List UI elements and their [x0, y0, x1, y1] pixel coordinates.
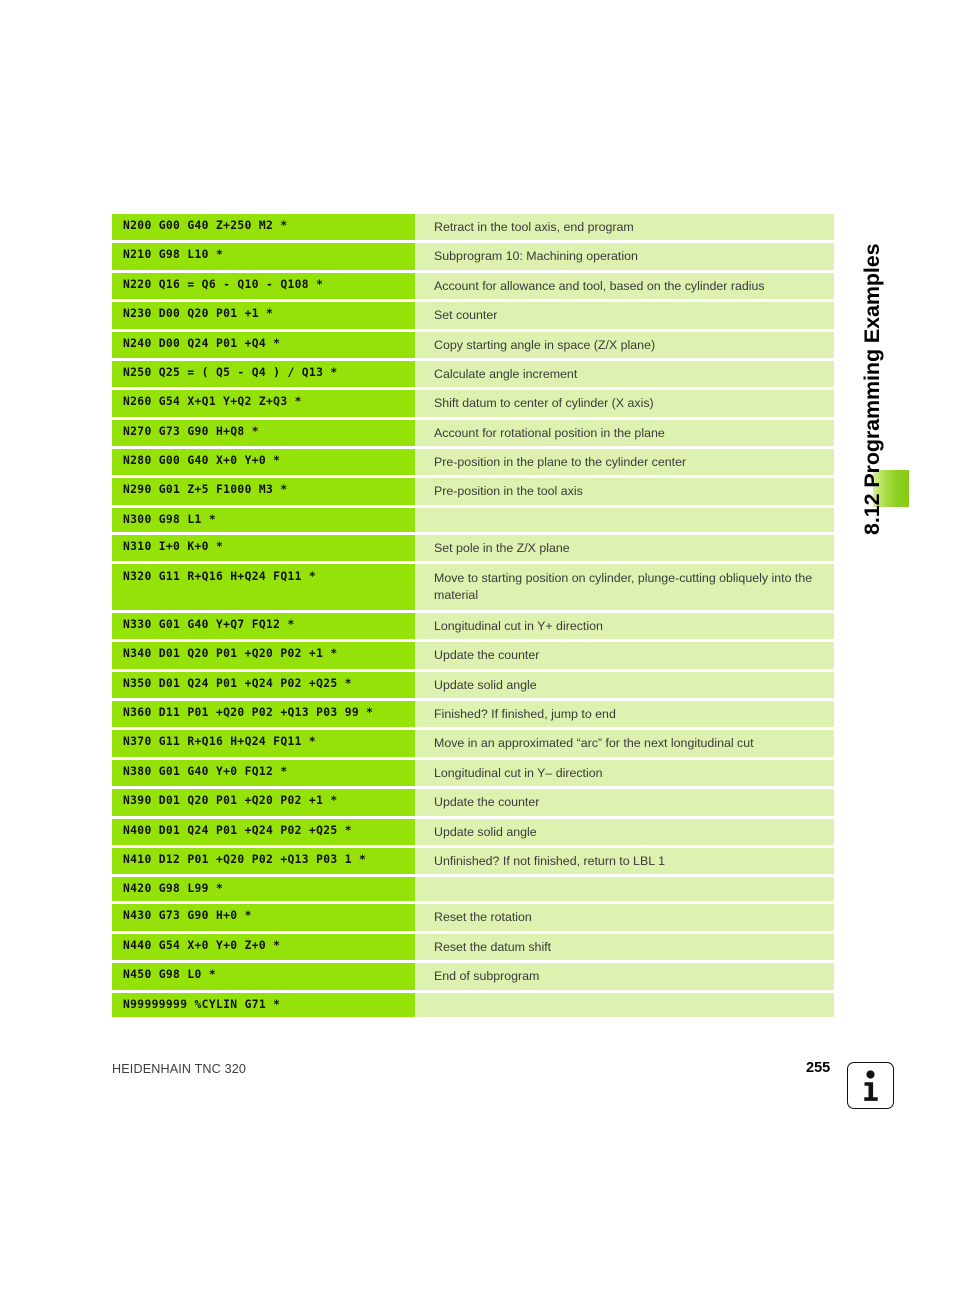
- nc-code-cell: N400 D01 Q24 P01 +Q24 P02 +Q25 *: [112, 819, 415, 845]
- nc-description-cell: Pre-position in the plane to the cylinder center: [415, 449, 834, 475]
- table-row: [112, 730, 834, 756]
- nc-description-cell: End of subprogram: [415, 963, 834, 989]
- nc-description-cell: Move in an approximated “arc” for the next longitudinal cut: [415, 730, 834, 756]
- table-row: [112, 642, 834, 668]
- table-row: [112, 390, 834, 416]
- nc-code-cell: N320 G11 R+Q16 H+Q24 FQ11 *: [112, 564, 415, 610]
- nc-code-cell: N240 D00 Q24 P01 +Q4 *: [112, 332, 415, 358]
- table-row: [112, 420, 834, 446]
- nc-program-table: [112, 214, 834, 1020]
- table-row: [112, 273, 834, 299]
- info-icon: [847, 1062, 894, 1109]
- nc-code-cell: N280 G00 G40 X+0 Y+0 *: [112, 449, 415, 475]
- nc-description-cell: Unfinished? If not finished, return to LBL 1: [415, 848, 834, 874]
- table-row: [112, 508, 834, 532]
- nc-code-cell: N380 G01 G40 Y+0 FQ12 *: [112, 760, 415, 786]
- table-row: [112, 332, 834, 358]
- table-row: [112, 449, 834, 475]
- nc-code-cell: N330 G01 G40 Y+Q7 FQ12 *: [112, 613, 415, 639]
- nc-code-cell: N99999999 %CYLIN G71 *: [112, 993, 415, 1017]
- table-row: [112, 963, 834, 989]
- table-row: [112, 243, 834, 269]
- nc-description-cell: Account for allowance and tool, based on the cylinder radius: [415, 273, 834, 299]
- table-row: [112, 934, 834, 960]
- nc-code-cell: N340 D01 Q20 P01 +Q20 P02 +1 *: [112, 642, 415, 668]
- nc-code-cell: N350 D01 Q24 P01 +Q24 P02 +Q25 *: [112, 672, 415, 698]
- nc-description-cell: Move to starting position on cylinder, plunge-cutting obliquely into the material: [415, 564, 834, 610]
- nc-code-cell: N250 Q25 = ( Q5 - Q4 ) / Q13 *: [112, 361, 415, 387]
- nc-code-cell: N450 G98 L0 *: [112, 963, 415, 989]
- table-row: [112, 361, 834, 387]
- nc-description-cell: Copy starting angle in space (Z/X plane): [415, 332, 834, 358]
- table-row: [112, 535, 834, 561]
- nc-description-cell: Longitudinal cut in Y+ direction: [415, 613, 834, 639]
- nc-code-cell: N210 G98 L10 *: [112, 243, 415, 269]
- nc-description-cell: Reset the rotation: [415, 904, 834, 930]
- nc-description-cell: Subprogram 10: Machining operation: [415, 243, 834, 269]
- table-row: [112, 993, 834, 1017]
- table-row: [112, 819, 834, 845]
- nc-description-cell: Update solid angle: [415, 672, 834, 698]
- table-row: [112, 672, 834, 698]
- running-head-label: 8.12 Programming Examples: [860, 243, 884, 535]
- nc-description-cell: Finished? If finished, jump to end: [415, 701, 834, 727]
- table-row: [112, 302, 834, 328]
- nc-description-cell: Set pole in the Z/X plane: [415, 535, 834, 561]
- nc-code-cell: N230 D00 Q20 P01 +1 *: [112, 302, 415, 328]
- nc-code-cell: N220 Q16 = Q6 - Q10 - Q108 *: [112, 273, 415, 299]
- nc-description-cell: [415, 993, 834, 1017]
- nc-description-cell: [415, 508, 834, 532]
- table-row: [112, 904, 834, 930]
- nc-code-cell: N440 G54 X+0 Y+0 Z+0 *: [112, 934, 415, 960]
- nc-code-cell: N420 G98 L99 *: [112, 877, 415, 901]
- nc-code-cell: N290 G01 Z+5 F1000 M3 *: [112, 478, 415, 504]
- nc-code-cell: N410 D12 P01 +Q20 P02 +Q13 P03 1 *: [112, 848, 415, 874]
- table-row: [112, 564, 834, 610]
- nc-description-cell: [415, 877, 834, 901]
- table-row: [112, 877, 834, 901]
- table-row: [112, 760, 834, 786]
- nc-code-cell: N200 G00 G40 Z+250 M2 *: [112, 214, 415, 240]
- nc-description-cell: Longitudinal cut in Y– direction: [415, 760, 834, 786]
- nc-description-cell: Retract in the tool axis, end program: [415, 214, 834, 240]
- footer-product-name: HEIDENHAIN TNC 320: [112, 1062, 247, 1076]
- nc-code-cell: N430 G73 G90 H+0 *: [112, 904, 415, 930]
- nc-description-cell: Reset the datum shift: [415, 934, 834, 960]
- nc-code-cell: N300 G98 L1 *: [112, 508, 415, 532]
- chapter-tab-marker: [873, 470, 909, 507]
- page-number: 255: [806, 1060, 831, 1076]
- nc-description-cell: Set counter: [415, 302, 834, 328]
- table-row: [112, 789, 834, 815]
- table-row: [112, 701, 834, 727]
- table-row: [112, 848, 834, 874]
- table-row: [112, 478, 834, 504]
- table-row: [112, 613, 834, 639]
- nc-code-cell: N270 G73 G90 H+Q8 *: [112, 420, 415, 446]
- nc-description-cell: Shift datum to center of cylinder (X axis): [415, 390, 834, 416]
- table-row: [112, 214, 834, 240]
- nc-code-cell: N260 G54 X+Q1 Y+Q2 Z+Q3 *: [112, 390, 415, 416]
- nc-code-cell: N390 D01 Q20 P01 +Q20 P02 +1 *: [112, 789, 415, 815]
- nc-code-cell: N360 D11 P01 +Q20 P02 +Q13 P03 99 *: [112, 701, 415, 727]
- nc-description-cell: Update solid angle: [415, 819, 834, 845]
- nc-description-cell: Update the counter: [415, 642, 834, 668]
- nc-description-cell: Calculate angle increment: [415, 361, 834, 387]
- nc-description-cell: Account for rotational position in the plane: [415, 420, 834, 446]
- nc-description-cell: Update the counter: [415, 789, 834, 815]
- nc-description-cell: Pre-position in the tool axis: [415, 478, 834, 504]
- nc-code-cell: N310 I+0 K+0 *: [112, 535, 415, 561]
- nc-code-cell: N370 G11 R+Q16 H+Q24 FQ11 *: [112, 730, 415, 756]
